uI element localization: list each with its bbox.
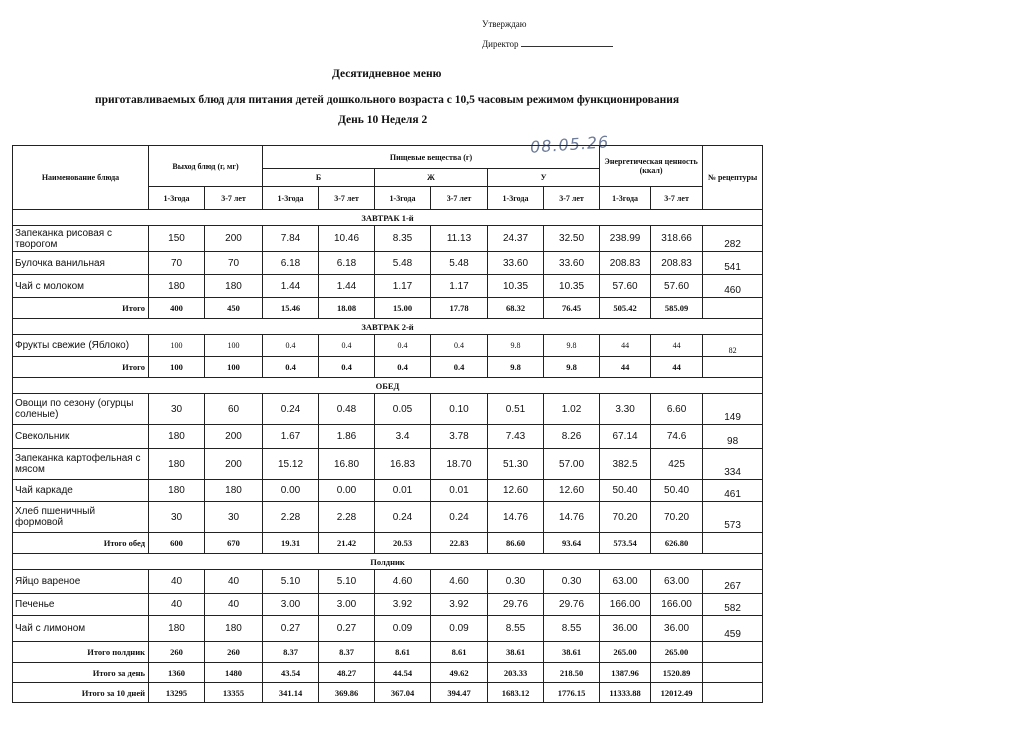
dish-name: Печенье: [13, 594, 149, 616]
total-label: Итого: [13, 357, 149, 378]
value-cell: 8.55: [488, 616, 544, 642]
value-cell: 13355: [205, 683, 263, 703]
dish-name: Запеканка рисовая с творогом: [13, 226, 149, 252]
value-cell: 180: [149, 449, 205, 480]
value-cell: 1.02: [544, 394, 600, 425]
value-cell: 40: [205, 594, 263, 616]
value-cell: 5.10: [319, 570, 375, 594]
value-cell: 0.4: [375, 335, 431, 357]
value-cell: 43.54: [263, 663, 319, 683]
value-cell: 2.28: [263, 502, 319, 533]
value-cell: 13295: [149, 683, 205, 703]
value-cell: 6.18: [319, 252, 375, 275]
value-cell: 1.44: [319, 275, 375, 298]
value-cell: 0.4: [319, 335, 375, 357]
total-row: [13, 533, 763, 554]
value-cell: 70: [205, 252, 263, 275]
value-cell: 2.28: [319, 502, 375, 533]
value-cell: 8.61: [431, 642, 488, 663]
value-cell: 0.27: [319, 616, 375, 642]
total-row: [13, 642, 763, 663]
value-cell: 180: [149, 616, 205, 642]
value-cell: 16.83: [375, 449, 431, 480]
value-cell: 450: [205, 298, 263, 319]
value-cell: 8.55: [544, 616, 600, 642]
value-cell: 573.54: [600, 533, 651, 554]
value-cell: 100: [205, 357, 263, 378]
total-row: [13, 298, 763, 319]
value-cell: 11333.88: [600, 683, 651, 703]
col-age-3-7: 3-7 лет: [651, 187, 703, 210]
value-cell: 15.00: [375, 298, 431, 319]
value-cell: 68.32: [488, 298, 544, 319]
section-title: ОБЕД: [13, 378, 763, 394]
value-cell: 0.24: [431, 502, 488, 533]
value-cell: 585.09: [651, 298, 703, 319]
handwritten-date: 08.05.26: [529, 132, 610, 157]
value-cell: 50.40: [600, 480, 651, 502]
value-cell: 0.4: [263, 335, 319, 357]
value-cell: 15.46: [263, 298, 319, 319]
value-cell: 0.09: [375, 616, 431, 642]
col-recipe: № рецептуры: [703, 146, 763, 210]
value-cell: 10.46: [319, 226, 375, 252]
value-cell: 0.01: [431, 480, 488, 502]
value-cell: 394.47: [431, 683, 488, 703]
section-header: [13, 319, 763, 335]
value-cell: 0.24: [375, 502, 431, 533]
col-energy: Энергетическая ценность (ккал): [600, 146, 703, 187]
value-cell: 1520.89: [651, 663, 703, 683]
value-cell: 63.00: [600, 570, 651, 594]
value-cell: 3.30: [600, 394, 651, 425]
value-cell: 0.00: [319, 480, 375, 502]
value-cell: 70.20: [600, 502, 651, 533]
section-title: ЗАВТРАК 2-й: [13, 319, 763, 335]
value-cell: 0.4: [375, 357, 431, 378]
value-cell: 166.00: [600, 594, 651, 616]
col-yield: Выход блюд (г, мг): [149, 146, 263, 187]
recipe-number: 282: [703, 226, 763, 252]
total-row: [13, 357, 763, 378]
value-cell: 180: [205, 616, 263, 642]
value-cell: 238.99: [600, 226, 651, 252]
dish-name: Булочка ванильная: [13, 252, 149, 275]
value-cell: 30: [205, 502, 263, 533]
col-nutrients: Пищевые вещества (г): [263, 146, 600, 169]
value-cell: 6.60: [651, 394, 703, 425]
value-cell: 341.14: [263, 683, 319, 703]
value-cell: 0.30: [488, 570, 544, 594]
value-cell: 17.78: [431, 298, 488, 319]
col-carbs: У: [488, 169, 600, 187]
recipe-number: 582: [703, 594, 763, 616]
dish-name: Овощи по сезону (огурцы соленые): [13, 394, 149, 425]
dish-row: [13, 594, 763, 616]
value-cell: 50.40: [651, 480, 703, 502]
dish-name: Запеканка картофельная с мясом: [13, 449, 149, 480]
value-cell: 670: [205, 533, 263, 554]
value-cell: 21.42: [319, 533, 375, 554]
value-cell: 67.14: [600, 425, 651, 449]
approval-block: [482, 18, 613, 50]
value-cell: 425: [651, 449, 703, 480]
total-label: Итого полдник: [13, 642, 149, 663]
section-title: ЗАВТРАК 1-й: [13, 210, 763, 226]
col-age-3-7: 3-7 лет: [431, 187, 488, 210]
value-cell: 3.00: [263, 594, 319, 616]
value-cell: 12.60: [544, 480, 600, 502]
recipe-number: 149: [703, 394, 763, 425]
recipe-number: 461: [703, 480, 763, 502]
director-line: [482, 38, 613, 50]
value-cell: 0.10: [431, 394, 488, 425]
value-cell: 36.00: [651, 616, 703, 642]
value-cell: 33.60: [544, 252, 600, 275]
value-cell: 1683.12: [488, 683, 544, 703]
value-cell: 8.37: [263, 642, 319, 663]
value-cell: 10.35: [488, 275, 544, 298]
section-title: Полдник: [13, 554, 763, 570]
value-cell: 4.60: [431, 570, 488, 594]
col-age-1-3: 1-3года: [263, 187, 319, 210]
value-cell: 1.17: [375, 275, 431, 298]
approve-label: Утверждаю: [482, 19, 527, 29]
value-cell: 86.60: [488, 533, 544, 554]
dish-row: [13, 480, 763, 502]
value-cell: 63.00: [651, 570, 703, 594]
recipe-number: 460: [703, 275, 763, 298]
value-cell: 38.61: [544, 642, 600, 663]
dish-name: Чай с молоком: [13, 275, 149, 298]
value-cell: 3.78: [431, 425, 488, 449]
value-cell: 74.6: [651, 425, 703, 449]
value-cell: 203.33: [488, 663, 544, 683]
value-cell: 1480: [205, 663, 263, 683]
col-age-3-7: 3-7 лет: [319, 187, 375, 210]
value-cell: 180: [149, 480, 205, 502]
value-cell: 1360: [149, 663, 205, 683]
signature-line: [521, 38, 613, 47]
recipe-number: 459: [703, 616, 763, 642]
value-cell: 4.60: [375, 570, 431, 594]
value-cell: 100: [149, 335, 205, 357]
director-label: Директор: [482, 39, 519, 49]
total-label: Итого обед: [13, 533, 149, 554]
value-cell: 626.80: [651, 533, 703, 554]
value-cell: 29.76: [488, 594, 544, 616]
value-cell: 12.60: [488, 480, 544, 502]
value-cell: 9.8: [488, 335, 544, 357]
value-cell: 150: [149, 226, 205, 252]
value-cell: 0.01: [375, 480, 431, 502]
col-age-1-3: 1-3года: [149, 187, 205, 210]
dish-row: [13, 275, 763, 298]
value-cell: 100: [205, 335, 263, 357]
value-cell: 8.37: [319, 642, 375, 663]
value-cell: 0.30: [544, 570, 600, 594]
value-cell: 166.00: [651, 594, 703, 616]
section-header: [13, 378, 763, 394]
value-cell: 0.24: [263, 394, 319, 425]
day-week-label: День 10 Неделя 2: [338, 114, 428, 126]
value-cell: 38.61: [488, 642, 544, 663]
value-cell: 18.70: [431, 449, 488, 480]
value-cell: 265.00: [651, 642, 703, 663]
col-protein: Б: [263, 169, 375, 187]
col-age-3-7: 3-7 лет: [205, 187, 263, 210]
value-cell: 7.43: [488, 425, 544, 449]
value-cell: 180: [205, 275, 263, 298]
recipe-number: [703, 298, 763, 319]
value-cell: 8.61: [375, 642, 431, 663]
dish-row: [13, 335, 763, 357]
recipe-number: 267: [703, 570, 763, 594]
value-cell: 76.45: [544, 298, 600, 319]
total-label: Итого за 10 дней: [13, 683, 149, 703]
value-cell: 32.50: [544, 226, 600, 252]
value-cell: 200: [205, 425, 263, 449]
dish-row: [13, 226, 763, 252]
value-cell: 70.20: [651, 502, 703, 533]
value-cell: 33.60: [488, 252, 544, 275]
value-cell: 49.62: [431, 663, 488, 683]
col-age-1-3: 1-3года: [375, 187, 431, 210]
value-cell: 57.00: [544, 449, 600, 480]
value-cell: 16.80: [319, 449, 375, 480]
section-header: [13, 554, 763, 570]
dish-name: Чай каркаде: [13, 480, 149, 502]
col-age-1-3: 1-3года: [600, 187, 651, 210]
value-cell: 318.66: [651, 226, 703, 252]
document-title: Десятидневное меню: [332, 68, 442, 80]
total-row: [13, 663, 763, 683]
value-cell: 100: [149, 357, 205, 378]
recipe-number: 82: [703, 335, 763, 357]
value-cell: 9.8: [488, 357, 544, 378]
value-cell: 6.18: [263, 252, 319, 275]
value-cell: 40: [205, 570, 263, 594]
dish-row: [13, 570, 763, 594]
value-cell: 40: [149, 570, 205, 594]
value-cell: 7.84: [263, 226, 319, 252]
recipe-number: [703, 357, 763, 378]
value-cell: 3.92: [375, 594, 431, 616]
value-cell: 0.4: [431, 335, 488, 357]
value-cell: 51.30: [488, 449, 544, 480]
value-cell: 1387.96: [600, 663, 651, 683]
value-cell: 1776.15: [544, 683, 600, 703]
value-cell: 24.37: [488, 226, 544, 252]
value-cell: 367.04: [375, 683, 431, 703]
value-cell: 44: [651, 357, 703, 378]
value-cell: 5.48: [375, 252, 431, 275]
dish-name: Яйцо вареное: [13, 570, 149, 594]
value-cell: 10.35: [544, 275, 600, 298]
value-cell: 19.31: [263, 533, 319, 554]
recipe-number: 98: [703, 425, 763, 449]
value-cell: 0.4: [319, 357, 375, 378]
menu-table: [12, 145, 763, 703]
section-header: [13, 210, 763, 226]
dish-name: Свекольник: [13, 425, 149, 449]
value-cell: 0.51: [488, 394, 544, 425]
value-cell: 208.83: [600, 252, 651, 275]
dish-name: Чай с лимоном: [13, 616, 149, 642]
value-cell: 57.60: [651, 275, 703, 298]
recipe-number: [703, 642, 763, 663]
recipe-number: 573: [703, 502, 763, 533]
recipe-number: [703, 683, 763, 703]
value-cell: 5.48: [431, 252, 488, 275]
col-age-1-3: 1-3года: [488, 187, 544, 210]
dish-row: [13, 502, 763, 533]
value-cell: 36.00: [600, 616, 651, 642]
value-cell: 1.17: [431, 275, 488, 298]
value-cell: 382.5: [600, 449, 651, 480]
value-cell: 180: [205, 480, 263, 502]
value-cell: 180: [149, 275, 205, 298]
value-cell: 60: [205, 394, 263, 425]
value-cell: 0.27: [263, 616, 319, 642]
value-cell: 44: [651, 335, 703, 357]
value-cell: 29.76: [544, 594, 600, 616]
value-cell: 14.76: [544, 502, 600, 533]
dish-row: [13, 425, 763, 449]
value-cell: 260: [205, 642, 263, 663]
dish-name: Хлеб пшеничный формовой: [13, 502, 149, 533]
value-cell: 30: [149, 502, 205, 533]
value-cell: 3.4: [375, 425, 431, 449]
value-cell: 200: [205, 226, 263, 252]
recipe-number: 541: [703, 252, 763, 275]
value-cell: 1.86: [319, 425, 375, 449]
value-cell: 9.8: [544, 335, 600, 357]
value-cell: 218.50: [544, 663, 600, 683]
value-cell: 3.92: [431, 594, 488, 616]
document-subtitle: приготавливаемых блюд для питания детей дошкольного возраста с 10,5 часовым режимом функционирования: [95, 94, 680, 106]
value-cell: 12012.49: [651, 683, 703, 703]
total-label: Итого за день: [13, 663, 149, 683]
dish-row: [13, 252, 763, 275]
value-cell: 180: [149, 425, 205, 449]
value-cell: 70: [149, 252, 205, 275]
value-cell: 0.4: [263, 357, 319, 378]
value-cell: 9.8: [544, 357, 600, 378]
value-cell: 1.44: [263, 275, 319, 298]
value-cell: 0.48: [319, 394, 375, 425]
col-dish-name: Наименование блюда: [13, 146, 149, 210]
value-cell: 400: [149, 298, 205, 319]
value-cell: 0.05: [375, 394, 431, 425]
value-cell: 48.27: [319, 663, 375, 683]
value-cell: 600: [149, 533, 205, 554]
value-cell: 200: [205, 449, 263, 480]
value-cell: 0.00: [263, 480, 319, 502]
dish-name: Фрукты свежие (Яблоко): [13, 335, 149, 357]
value-cell: 44.54: [375, 663, 431, 683]
col-age-3-7: 3-7 лет: [544, 187, 600, 210]
value-cell: 5.10: [263, 570, 319, 594]
value-cell: 93.64: [544, 533, 600, 554]
dish-row: [13, 616, 763, 642]
dish-row: [13, 394, 763, 425]
recipe-number: [703, 533, 763, 554]
recipe-number: [703, 663, 763, 683]
value-cell: 18.08: [319, 298, 375, 319]
total-label: Итого: [13, 298, 149, 319]
value-cell: 20.53: [375, 533, 431, 554]
value-cell: 208.83: [651, 252, 703, 275]
value-cell: 57.60: [600, 275, 651, 298]
dish-row: [13, 449, 763, 480]
value-cell: 40: [149, 594, 205, 616]
value-cell: 265.00: [600, 642, 651, 663]
value-cell: 0.4: [431, 357, 488, 378]
value-cell: 22.83: [431, 533, 488, 554]
value-cell: 8.26: [544, 425, 600, 449]
value-cell: 14.76: [488, 502, 544, 533]
value-cell: 1.67: [263, 425, 319, 449]
value-cell: 8.35: [375, 226, 431, 252]
value-cell: 15.12: [263, 449, 319, 480]
value-cell: 44: [600, 335, 651, 357]
value-cell: 3.00: [319, 594, 375, 616]
recipe-number: 334: [703, 449, 763, 480]
value-cell: 0.09: [431, 616, 488, 642]
value-cell: 260: [149, 642, 205, 663]
total-row: [13, 683, 763, 703]
col-fat: Ж: [375, 169, 488, 187]
value-cell: 30: [149, 394, 205, 425]
value-cell: 44: [600, 357, 651, 378]
value-cell: 369.86: [319, 683, 375, 703]
value-cell: 11.13: [431, 226, 488, 252]
value-cell: 505.42: [600, 298, 651, 319]
